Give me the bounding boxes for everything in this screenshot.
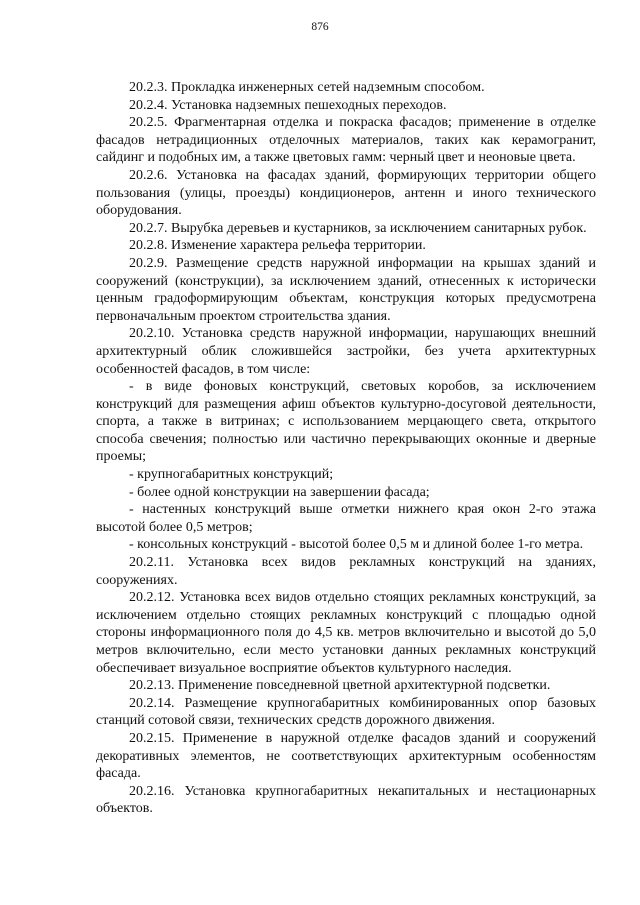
paragraph-20-2-8: 20.2.8. Изменение характера рельефа территории.	[129, 238, 426, 254]
page-number: 876	[311, 21, 329, 33]
list-item: - настенных конструкций выше отметки нижнего края окон 2-го этажа высотой более 0,5 метров;	[96, 502, 596, 535]
paragraph-20-2-5: 20.2.5. Фрагментарная отделка и покраска фасадов; применение в отделке фасадов нетрадиционных отделочных материалов, таких как керамогранит, сайдинг и подобных им, а также цветовых гамм: черный цвет и неоновые цвета.	[96, 115, 596, 166]
document-body	[96, 79, 596, 818]
list-item: - крупногабаритных конструкций;	[129, 467, 334, 483]
paragraph-20-2-9: 20.2.9. Размещение средств наружной информации на крышах зданий и сооружений (конструкции), за исключением зданий, отнесенных к исторически ценным градоформирующим объектам, конструкция которых предусмотрена первоначальным проектом строительства здания.	[96, 255, 596, 324]
paragraph-20-2-11: 20.2.11. Установка всех видов рекламных конструкций на зданиях, сооружениях.	[96, 555, 596, 588]
paragraph-20-2-13: 20.2.13. Применение повседневной цветной архитектурной подсветки.	[129, 678, 551, 694]
paragraph-20-2-6: 20.2.6. Установка на фасадах зданий, формирующих территории общего пользования (улицы, проезды) кондиционеров, антенн и иного технического оборудования.	[96, 167, 596, 219]
list-item: - в виде фоновых конструкций, световых коробов, за исключением конструкций для размещения афиш объектов культурно-досуговой деятельности, спорта, а также в витринах; с использованием мерцающего света, открытого способа свечения; полностью или частично перекрывающих оконные и дверные проемы;	[96, 379, 596, 465]
paragraph-20-2-4: 20.2.4. Установка надземных пешеходных переходов.	[129, 97, 447, 113]
paragraph-20-2-15: 20.2.15. Применение в наружной отделке фасадов зданий и сооружений декоративных элементов, не соответствующих архитектурным особенностям фасада.	[96, 730, 596, 782]
paragraph-20-2-10: 20.2.10. Установка средств наружной информации, нарушающих внешний архитектурный облик сложившейся застройки, без учета архитектурных особенностей фасадов, в том числе:	[96, 326, 596, 377]
list-item: - более одной конструкции на завершении фасада;	[129, 484, 430, 500]
paragraph-20-2-16: 20.2.16. Установка крупногабаритных некапитальных и нестационарных объектов.	[96, 783, 596, 817]
paragraph-20-2-12: 20.2.12. Установка всех видов отдельно стоящих рекламных конструкций, за исключением отдельно стоящих рекламных конструкций с площадью одной стороны информационного поля до 4,5 кв. метров включительно и высотой до 5,0 метров включительно, если место установки данных рекламных конструкций обеспечивает визуальное восприятие объектов культурного наследия.	[96, 590, 596, 676]
list-item: - консольных конструкций - высотой более 0,5 м и длиной более 1-го метра.	[129, 537, 584, 553]
paragraph-20-2-14: 20.2.14. Размещение крупногабаритных комбинированных опор базовых станций сотовой связи, технических средств дорожного движения.	[96, 695, 596, 729]
paragraph-20-2-3: 20.2.3. Прокладка инженерных сетей надземным способом.	[129, 80, 485, 95]
paragraph-20-2-7: 20.2.7. Вырубка деревьев и кустарников, за исключением санитарных рубок.	[129, 220, 587, 236]
